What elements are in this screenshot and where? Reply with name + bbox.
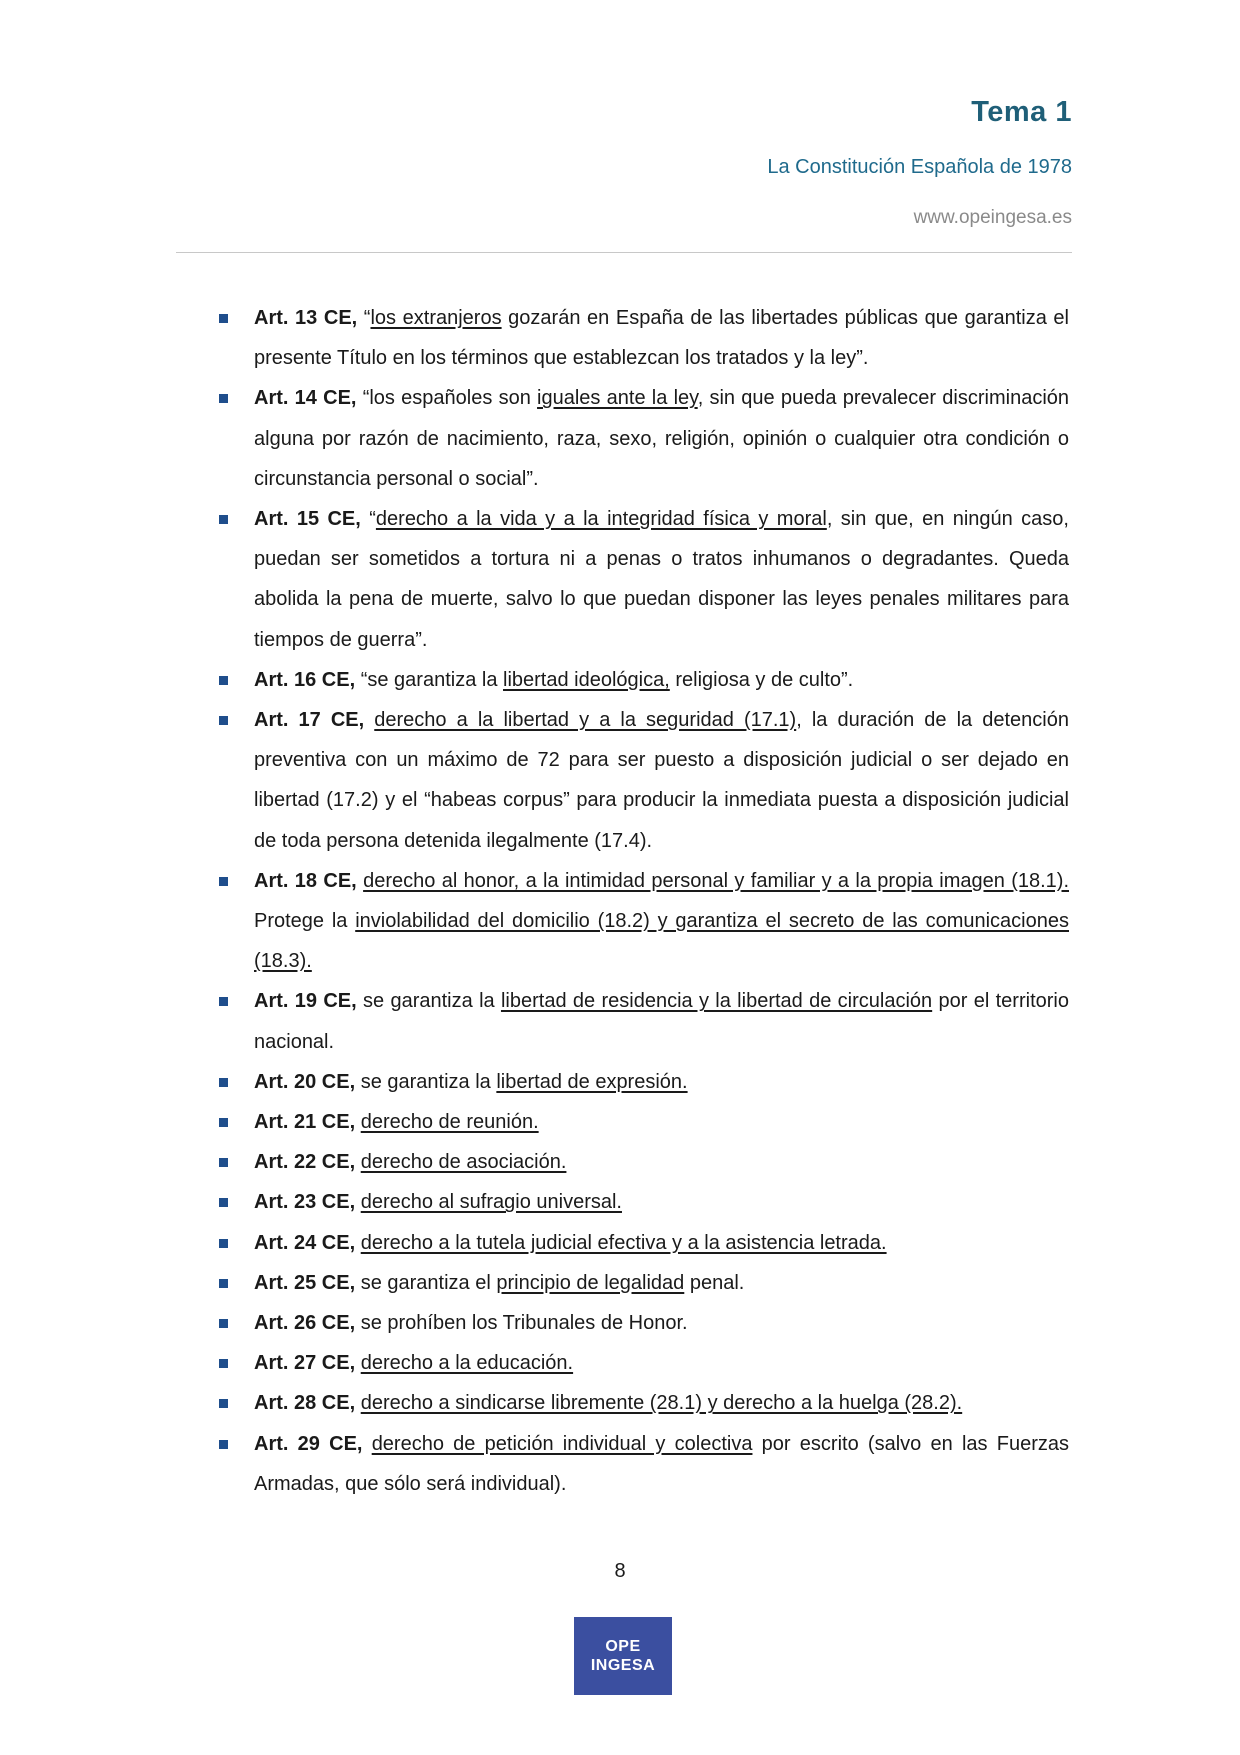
list-item bbox=[254, 1223, 1069, 1263]
article-number: Art. 20 CE, bbox=[254, 1070, 356, 1093]
article-text bbox=[362, 1433, 371, 1455]
article-number: Art. 28 CE, bbox=[254, 1392, 356, 1415]
list-item bbox=[254, 861, 1069, 982]
square-bullet-icon bbox=[219, 1319, 228, 1328]
list-item bbox=[254, 1383, 1069, 1423]
list-item bbox=[254, 298, 1069, 378]
square-bullet-icon bbox=[219, 1078, 228, 1087]
article-text: se garantiza el bbox=[355, 1271, 497, 1294]
list-item bbox=[254, 378, 1069, 499]
article-number: Art. 15 CE, bbox=[254, 508, 361, 531]
topic-subtitle: La Constitución Española de 1978 bbox=[767, 156, 1072, 178]
article-number: Art. 23 CE, bbox=[254, 1191, 356, 1214]
underlined-text: los extranjeros bbox=[370, 307, 502, 329]
underlined-text: derecho de asociación. bbox=[360, 1151, 567, 1174]
article-number: Art. 19 CE, bbox=[254, 990, 357, 1013]
header-divider bbox=[176, 252, 1072, 253]
square-bullet-icon bbox=[219, 1440, 228, 1449]
square-bullet-icon bbox=[219, 1158, 228, 1167]
article-number: Art. 24 CE, bbox=[254, 1231, 356, 1254]
underlined-text: derecho de petición individual y colectiva bbox=[371, 1432, 753, 1455]
square-bullet-icon bbox=[219, 515, 228, 524]
underlined-text: libertad de expresión. bbox=[496, 1070, 688, 1093]
article-number: Art. 25 CE, bbox=[254, 1271, 356, 1294]
topic-title: Tema 1 bbox=[971, 96, 1072, 128]
underlined-text: derecho a la tutela judicial efectiva y a la asistencia letrada. bbox=[360, 1231, 887, 1254]
square-bullet-icon bbox=[219, 1359, 228, 1368]
article-text: , sin que pueda prevalecer discriminación alguna por razón de nacimiento, raza, sexo, religión, opinión o cualquier otra condición o circunstancia personal o social”. bbox=[254, 387, 1070, 490]
square-bullet-icon bbox=[219, 877, 228, 886]
article-text: , la duración de la detención preventiva con un máximo de 72 para ser puesto a disposición judicial o ser dejado en libertad (17.2) y el “habeas corpus” para producir la inmediata puesta a disposición judicial de toda persona detenida ilegalmente (17.4). bbox=[254, 709, 1069, 852]
list-item bbox=[254, 1263, 1069, 1303]
list-item bbox=[254, 1142, 1069, 1182]
article-number: Art. 14 CE, bbox=[254, 387, 357, 410]
list-item bbox=[254, 1424, 1069, 1504]
article-text: “los españoles son bbox=[356, 387, 538, 410]
article-text: se garantiza la bbox=[355, 1070, 497, 1093]
list-item bbox=[254, 1343, 1069, 1383]
square-bullet-icon bbox=[219, 1198, 228, 1207]
article-text: se prohíben los Tribunales de Honor. bbox=[355, 1312, 688, 1335]
article-text: , sin que, en ningún caso, puedan ser sometidos a tortura ni a penas o tratos inhumanos o degradantes. Queda abolida la pena de muerte, salvo lo que puedan disponer las leyes penales militares para tiempos de guerra”. bbox=[254, 508, 1069, 651]
square-bullet-icon bbox=[219, 394, 228, 403]
underlined-text: libertad ideológica, bbox=[503, 668, 670, 691]
list-item bbox=[254, 499, 1069, 660]
article-text: “ bbox=[357, 307, 371, 329]
underlined-text: derecho al sufragio universal. bbox=[360, 1191, 622, 1214]
article-text: Protege la bbox=[254, 910, 356, 933]
underlined-text: iguales ante la ley bbox=[537, 387, 698, 410]
article-text: por el territorio nacional. bbox=[254, 990, 1069, 1053]
article-number: Art. 27 CE, bbox=[254, 1352, 356, 1375]
square-bullet-icon bbox=[219, 314, 228, 323]
list-item bbox=[254, 1102, 1069, 1142]
underlined-text: derecho al honor, a la intimidad personal y familiar y a la propia imagen (18.1). bbox=[363, 869, 1069, 892]
list-item bbox=[254, 1303, 1069, 1343]
page-header bbox=[767, 96, 1072, 229]
article-list bbox=[254, 298, 1069, 1504]
list-item bbox=[254, 981, 1069, 1061]
square-bullet-icon bbox=[219, 1118, 228, 1127]
square-bullet-icon bbox=[219, 716, 228, 725]
article-text: “ bbox=[360, 508, 376, 531]
article-number: Art. 21 CE, bbox=[254, 1111, 356, 1134]
list-item bbox=[254, 1182, 1069, 1222]
underlined-text: derecho a la educación. bbox=[360, 1352, 574, 1375]
underlined-text: principio de legalidad bbox=[496, 1271, 685, 1294]
underlined-text: derecho a la vida y a la integridad física y moral bbox=[375, 508, 827, 531]
article-text: religiosa y de culto”. bbox=[669, 668, 854, 691]
list-item bbox=[254, 660, 1069, 700]
square-bullet-icon bbox=[219, 676, 228, 685]
page-number: 8 bbox=[614, 1560, 626, 1582]
list-item bbox=[254, 700, 1069, 861]
underlined-text: libertad de residencia y la libertad de circulación bbox=[500, 990, 933, 1013]
article-number: Art. 22 CE, bbox=[254, 1151, 356, 1174]
ope-ingesa-logo bbox=[574, 1617, 672, 1695]
article-number: Art. 18 CE, bbox=[254, 869, 357, 892]
article-number: Art. 16 CE, bbox=[254, 668, 356, 691]
article-number: Art. 17 CE, bbox=[254, 709, 365, 732]
square-bullet-icon bbox=[219, 1279, 228, 1288]
article-number: Art. 26 CE, bbox=[254, 1312, 356, 1335]
underlined-text: derecho a la libertad y a la seguridad (17.1) bbox=[374, 709, 797, 732]
underlined-text: inviolabilidad del domicilio (18.2) y garantiza el secreto de las comunicaciones (18.3). bbox=[254, 910, 1069, 973]
underlined-text: derecho a sindicarse libremente (28.1) y derecho a la huelga (28.2). bbox=[360, 1392, 963, 1415]
square-bullet-icon bbox=[219, 997, 228, 1006]
article-text: gozarán en España de las libertades públicas que garantiza el presente Título en los términos que establezcan los tratados y la ley”. bbox=[254, 307, 1070, 370]
underlined-text: derecho de reunión. bbox=[360, 1111, 539, 1134]
article-number: Art. 29 CE, bbox=[254, 1432, 363, 1455]
article-text: penal. bbox=[684, 1271, 745, 1294]
article-text: “se garantiza la bbox=[355, 668, 504, 691]
article-text: se garantiza la bbox=[356, 990, 501, 1013]
logo-line-2: INGESA bbox=[590, 1657, 656, 1674]
square-bullet-icon bbox=[219, 1399, 228, 1408]
logo-line-1: OPE bbox=[605, 1638, 641, 1655]
article-text bbox=[364, 709, 374, 731]
list-item bbox=[254, 1062, 1069, 1102]
article-number: Art. 13 CE, bbox=[254, 307, 358, 329]
square-bullet-icon bbox=[219, 1239, 228, 1248]
article-text: por escrito (salvo en las Fuerzas Armadas, que sólo será individual). bbox=[254, 1432, 1069, 1495]
website-link[interactable]: www.opeingesa.es bbox=[913, 207, 1072, 228]
